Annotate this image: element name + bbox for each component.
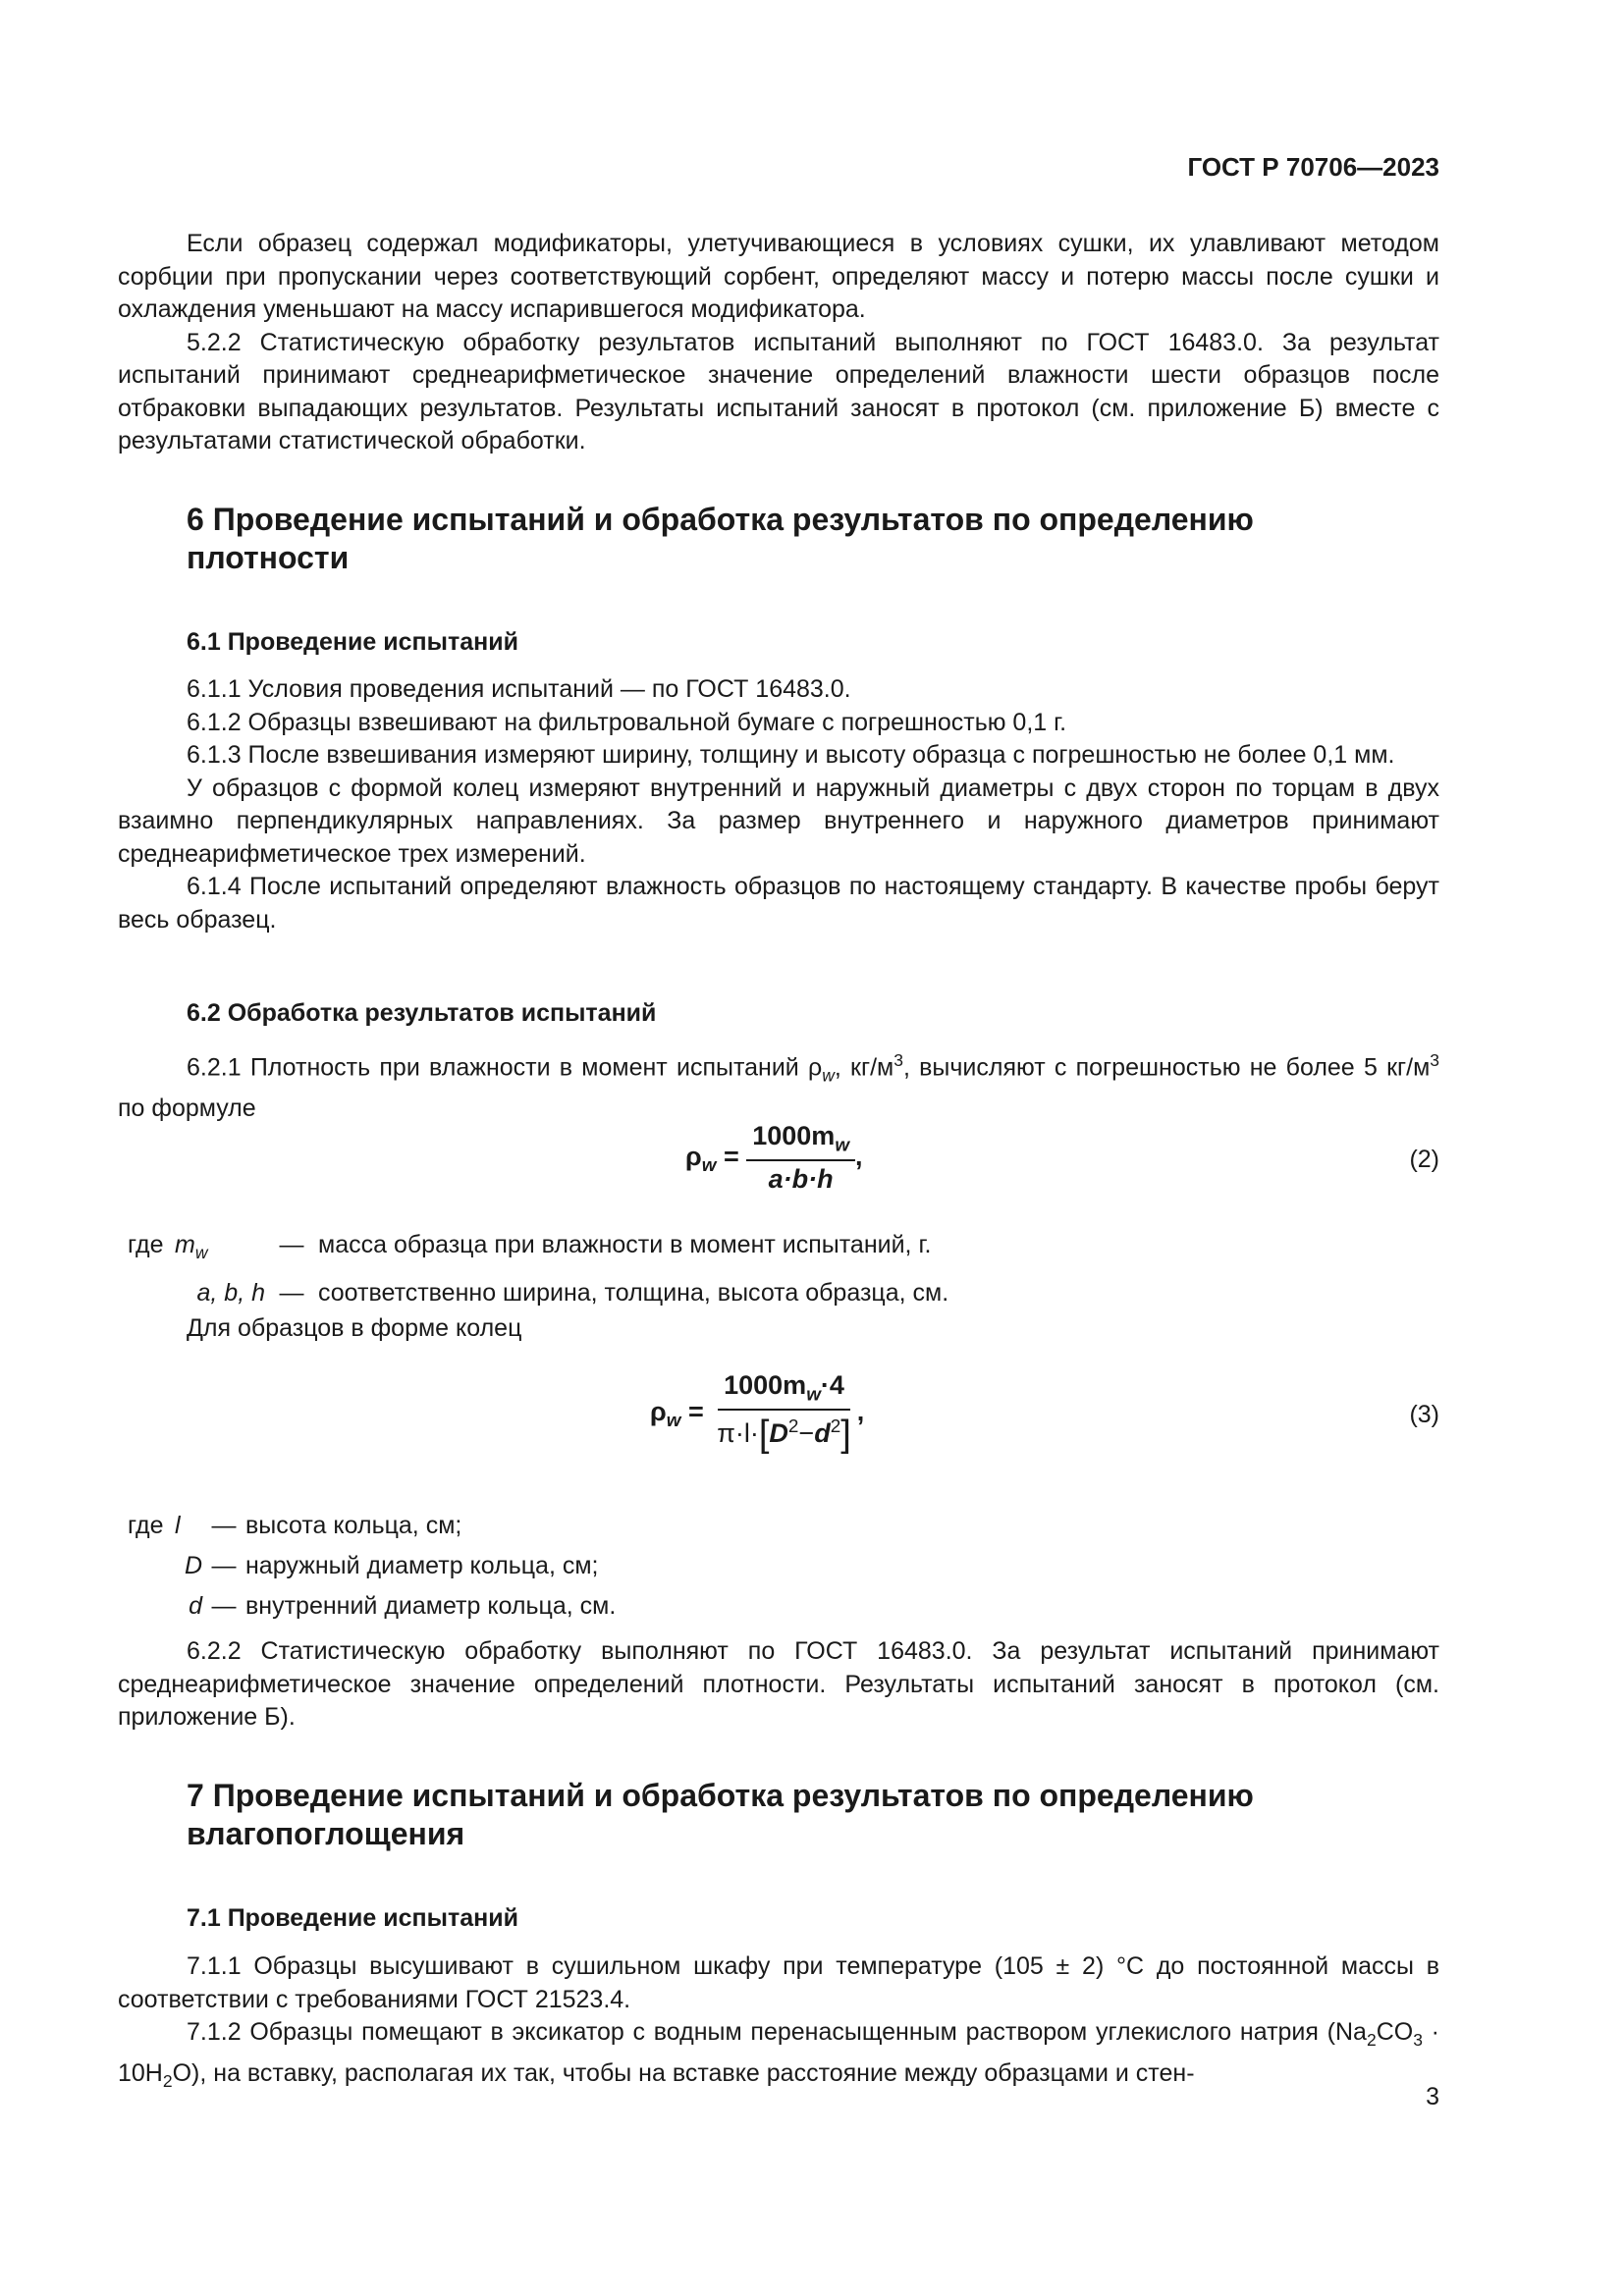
subsection-7-1-text: [118, 1950, 1439, 2098]
paragraph-5-2-2: 5.2.2 Статистическую обработку результатов испытаний выполняют по ГОСТ 16483.0. За результат испытаний принимают среднеарифметическое значение определений влажности шести образцов после отбраковки выпадающих результатов. Результаты испытаний заносят в протокол (см. приложение Б) вместе с результатами статистической обработки.: [118, 328, 1439, 454]
formula-3-number: (3): [1409, 1401, 1439, 1428]
legend-description: внутренний диаметр кольца, см.: [245, 1592, 617, 1620]
paragraph-rings: У образцов с формой колец измеряют внутренний и наружный диаметры с двух сторон по торцам в двух взаимно перпендикулярных направлениях. За размер внутреннего и наружного диаметров принимают среднеарифметическое трех измерений.: [118, 774, 1439, 868]
paragraph-7-1-2: [118, 2016, 1439, 2098]
symbol-text: m: [175, 1231, 195, 1258]
text-run: по формуле: [118, 1094, 256, 1122]
legend-dash: —: [279, 1231, 304, 1258]
formula-comma: ,: [856, 1396, 865, 1426]
legend-row: [128, 1506, 616, 1546]
symbol-subscript: w: [194, 1243, 208, 1262]
legend-dash: —: [211, 1592, 237, 1620]
legend-symbol: D: [184, 1552, 202, 1579]
legend-description: высота кольца, см;: [245, 1512, 462, 1539]
text-run: · 10H: [118, 2018, 1440, 2087]
document-header: ГОСТ Р 70706—2023: [1187, 152, 1439, 182]
left-bracket: [: [758, 1414, 770, 1456]
legend-lead: где: [128, 1231, 164, 1258]
equals-sign: =: [723, 1141, 739, 1171]
subsection-7-1-title: 7.1 Проведение испытаний: [187, 1904, 518, 1932]
equals-sign: =: [687, 1396, 704, 1426]
formula-3-legend: [128, 1506, 616, 1627]
numerator-subscript: w: [835, 1135, 850, 1156]
subsection-6-2-title: 6.2 Обработка результатов испытаний: [187, 999, 657, 1027]
numerator-text: 1000m: [752, 1121, 836, 1150]
outer-diameter-symbol: D: [769, 1418, 788, 1449]
paragraph-6-2-2-text: 6.2.2 Статистическую обработку выполняют по ГОСТ 16483.0. За результат испытаний принимают среднеарифметическое значение определений плотности. Результаты испытаний заносят в протокол (см. приложение Б).: [118, 1637, 1439, 1731]
numerator-text: 1000m: [724, 1370, 807, 1400]
numerator-tail: ·4: [820, 1370, 844, 1400]
denominator-text: a·b·h: [768, 1164, 834, 1195]
legend-symbol: [175, 1225, 265, 1273]
denominator-prefix: π·l·: [717, 1418, 759, 1449]
subscript: 3: [1413, 2030, 1423, 2050]
formula-lhs-subscript: w: [701, 1155, 717, 1177]
superscript: 2: [787, 1416, 799, 1438]
subscript: w: [822, 1065, 835, 1086]
text-run: , вычисляют с погрешностью не более 5 кг/м: [902, 1053, 1431, 1082]
paragraph-6-1-4: 6.1.4 После испытаний определяют влажность образцов по настоящему стандарту. В качестве пробы берут весь образец.: [118, 873, 1439, 934]
minus-sign: −: [798, 1418, 815, 1449]
formula-numerator: [718, 1370, 850, 1411]
formula-fraction: [746, 1121, 855, 1195]
formula-3: [650, 1370, 864, 1456]
subscript: 2: [162, 2070, 173, 2091]
formula-comma: ,: [855, 1141, 863, 1171]
legend-description: масса образца при влажности в момент испытаний, г.: [318, 1231, 932, 1258]
paragraph-6-2-2: [118, 1635, 1439, 1735]
superscript: 2: [830, 1416, 841, 1438]
formula-2-legend: [128, 1225, 948, 1313]
section-7-title: 7 Проведение испытаний и обработка результатов по определению влагопоглощения: [187, 1778, 1254, 1851]
paragraph: Если образец содержал модификаторы, улетучивающиеся в условиях сушки, их улавливают методом сорбции при пропускании через соответствующий сорбент, определяют массу и потерю массы после сушки и охлаждения уменьшают на массу испарившегося модификатора.: [118, 230, 1439, 323]
formula-2: [685, 1121, 863, 1195]
paragraph-6-2-1: [118, 1044, 1439, 1125]
legend-dash: —: [211, 1512, 237, 1539]
subscript: 2: [1366, 2030, 1377, 2050]
formula-lhs-subscript: w: [666, 1411, 681, 1432]
text-run: 7.1.2 Образцы помещают в эксикатор с водным перенасыщенным раствором углекислого натрия (Na: [187, 2018, 1367, 2046]
legend-dash: —: [211, 1552, 237, 1579]
text-run: , кг/м: [834, 1053, 894, 1082]
legend-dash: —: [279, 1279, 304, 1307]
legend-symbol: a, b, h: [196, 1279, 265, 1307]
legend-description: соответственно ширина, толщина, высота образца, см.: [318, 1279, 949, 1307]
formula-lhs: ρ: [685, 1141, 702, 1171]
right-bracket: ]: [840, 1414, 851, 1456]
section-6-title: 6 Проведение испытаний и обработка результатов по определению плотности: [187, 502, 1254, 575]
rings-intro-text: Для образцов в форме колец: [187, 1314, 522, 1342]
intro-text: [118, 228, 1439, 458]
superscript: 3: [893, 1050, 903, 1070]
subsection-6-1-text: [118, 673, 1439, 936]
paragraph-6-1-2: 6.1.2 Образцы взвешивают на фильтровальной бумаге с погрешностью 0,1 г.: [187, 708, 1067, 736]
formula-numerator: [746, 1121, 855, 1161]
numerator-subscript: w: [806, 1384, 821, 1406]
formula-denominator: [763, 1161, 839, 1195]
formula-lhs: ρ: [650, 1396, 667, 1426]
page-number: 3: [1426, 2083, 1439, 2110]
legend-row: [128, 1546, 616, 1586]
text-run: CO: [1376, 2018, 1414, 2046]
paragraph-6-2-1-body: [118, 1044, 1439, 1125]
legend-row: [128, 1273, 948, 1313]
paragraph-6-1-1: 6.1.1 Условия проведения испытаний — по ГОСТ 16483.0.: [187, 675, 851, 703]
inner-diameter-symbol: d: [814, 1418, 831, 1449]
legend-row: [128, 1586, 616, 1627]
paragraph-7-1-1: 7.1.1 Образцы высушивают в сушильном шкафу при температуре (105 ± 2) °С до постоянной массы в соответствии с требованиями ГОСТ 21523.4.: [118, 1952, 1439, 2013]
rings-intro: [118, 1312, 1439, 1346]
superscript: 3: [1430, 1050, 1439, 1070]
legend-lead: где: [128, 1512, 164, 1539]
legend-symbol: d: [189, 1592, 202, 1620]
formula-2-number: (2): [1409, 1146, 1439, 1173]
subsection-6-1-title: 6.1 Проведение испытаний: [187, 628, 518, 656]
legend-symbol: l: [175, 1512, 181, 1539]
legend-description: наружный диаметр кольца, см;: [245, 1552, 599, 1579]
formula-denominator: [711, 1411, 857, 1456]
legend-spacer: [128, 1273, 137, 1313]
text-run: 6.2.1 Плотность при влажности в момент испытаний ρ: [187, 1053, 823, 1082]
legend-row: [128, 1225, 948, 1273]
formula-fraction: [711, 1370, 857, 1456]
text-run: O), на вставку, располагая их так, чтобы на вставке расстояние между образцами и стен-: [172, 2058, 1195, 2087]
paragraph-6-1-3: 6.1.3 После взвешивания измеряют ширину, толщину и высоту образца с погрешностью не более 0,1 мм.: [187, 741, 1395, 769]
